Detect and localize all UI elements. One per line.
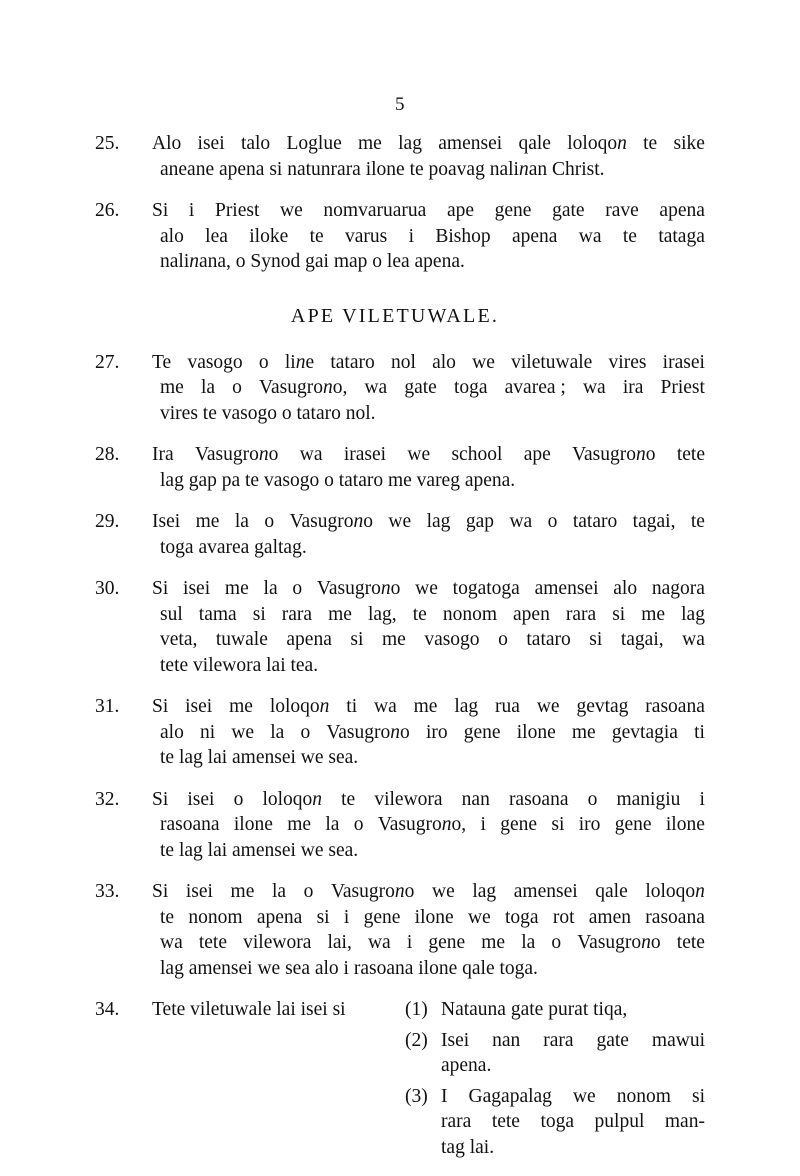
clause-text [152, 787, 705, 864]
clause-text [152, 694, 705, 771]
clause-number: 30. [95, 578, 120, 599]
clause-34-lead-text: Tete viletuwale lai isei si [152, 999, 346, 1020]
text-line: Si isei me la o Vasugrono we togatoga amensei alo nagora [152, 578, 705, 599]
text-line: te lag lai amensei we sea. [160, 839, 359, 861]
text-line: sul tama si rara me lag, te nonom apen rara si me lag [160, 603, 705, 625]
text-line: toga avarea galtag. [160, 536, 307, 558]
sublist-marker: (2) [405, 1029, 428, 1051]
text-line: Si isei o loloqon te vilewora nan rasoana o manigiu i [152, 788, 705, 810]
sublist-item-2 [405, 1028, 705, 1079]
page-number: 5 [395, 94, 405, 115]
clause-number: 29. [95, 511, 120, 532]
sublist-item-text [441, 1084, 705, 1161]
text-line: tete vilewora lai tea. [160, 654, 319, 676]
text-line: me la o Vasugrono, wa gate toga avarea ; wa ira Priest [160, 377, 705, 398]
clause-text [152, 509, 705, 560]
clause-text [152, 198, 705, 275]
clause-text [152, 350, 705, 427]
text-line: aneane apena si natunrara ilone te poavag nalinan Christ. [160, 158, 605, 180]
text-line: nalinana, o Synod gai map o lea apena. [160, 251, 465, 272]
text-line: te nonom apena si i gene ilone we toga rot amen rasoana [160, 906, 705, 928]
clause-text [152, 131, 705, 182]
text-line: alo ni we la o Vasugrono iro gene ilone me gevtagia ti [160, 721, 705, 743]
text-line: lag amensei we sea alo i rasoana ilone qale toga. [160, 957, 538, 979]
clause-34-sublist [405, 997, 705, 1160]
clause-number: 33. [95, 881, 120, 902]
clause-number: 34. [95, 999, 120, 1020]
sublist-item-text [441, 1028, 705, 1079]
text-line: tag lai. [441, 1136, 495, 1158]
clause-28 [95, 442, 705, 493]
text-line: alo lea iloke te varus i Bishop apena wa te tataga [160, 225, 705, 247]
text-line: te lag lai amensei we sea. [160, 747, 359, 768]
text-line: veta, tuwale apena si me vasogo o tataro si tagai, wa [160, 629, 705, 650]
text-line: vires te vasogo o tataro nol. [160, 402, 376, 424]
clause-30 [95, 576, 705, 678]
clause-32 [95, 787, 705, 864]
text-line: Te vasogo o line tataro nol alo we viletuwale vires irasei [152, 351, 705, 373]
text-line: rara tete toga pulpul man- [441, 1111, 705, 1132]
clause-number: 26. [95, 200, 120, 221]
text-line: lag gap pa te vasogo o tataro me vareg apena. [160, 469, 516, 491]
text-line: wa tete vilewora lai, wa i gene me la o Vasugrono tete [160, 932, 705, 953]
text-line: Isei nan rara gate mawui [441, 1029, 705, 1051]
clause-27 [95, 350, 705, 427]
text-line: Si i Priest we nomvaruarua ape gene gate rave apena [152, 200, 705, 221]
sublist-marker: (1) [405, 999, 428, 1020]
text-line: Ira Vasugrono wa irasei we school ape Vasugrono tete [152, 444, 705, 465]
clause-number: 32. [95, 788, 120, 810]
text-column [95, 131, 705, 1176]
clause-text [152, 576, 705, 678]
clause-text [152, 442, 705, 493]
sublist-item-text: Natauna gate purat tiqa, [441, 999, 628, 1020]
clause-text [152, 879, 705, 981]
text-line: Isei me la o Vasugrono we lag gap wa o tataro tagai, te [152, 511, 705, 532]
clause-33 [95, 879, 705, 981]
clause-26 [95, 198, 705, 275]
text-line: rasoana ilone me la o Vasugrono, i gene si iro gene ilone [160, 814, 705, 835]
clause-29 [95, 509, 705, 560]
clause-31 [95, 694, 705, 771]
clause-number: 27. [95, 351, 120, 373]
text-line: Alo isei talo Loglue me lag amensei qale loloqon te sike [152, 133, 705, 154]
clause-25 [95, 131, 705, 182]
clause-number: 25. [95, 133, 120, 154]
sublist-item-3 [405, 1084, 705, 1161]
text-line: Si isei me la o Vasugrono we lag amensei qale loloqon [152, 881, 705, 902]
clause-number: 28. [95, 444, 120, 465]
text-line: apena. [441, 1055, 492, 1076]
clause-34 [95, 997, 705, 1160]
section-heading: APE VILETUWALE. [290, 304, 500, 327]
text-line: I Gagapalag we nonom si [441, 1085, 705, 1107]
text-line: Si isei me loloqon ti wa me lag rua we gevtag rasoana [152, 696, 705, 717]
sublist-item-1 [405, 997, 705, 1023]
sublist-marker: (3) [405, 1085, 428, 1107]
clause-number: 31. [95, 696, 120, 717]
